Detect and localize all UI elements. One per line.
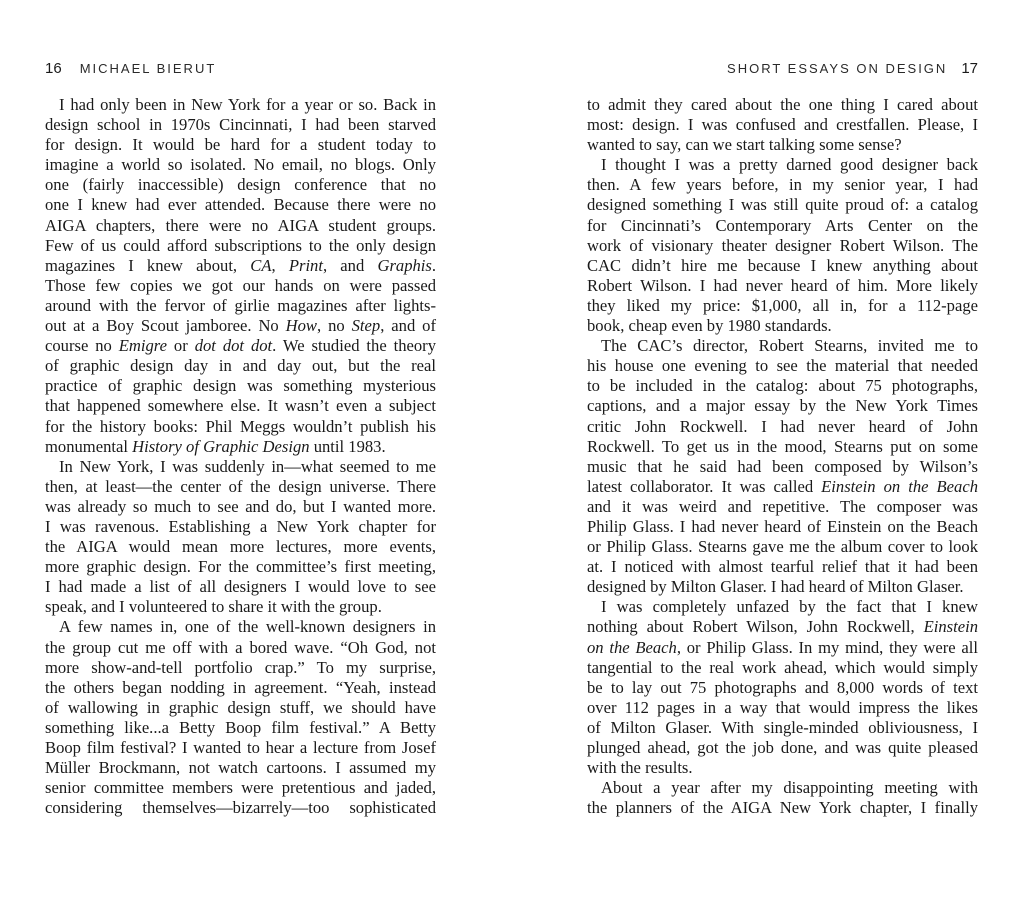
text-line: with the results. xyxy=(587,758,693,778)
text-line: was already so much to see and do, but I wanted more. xyxy=(45,496,436,516)
text-line: imagine a world so isolated. No email, no blogs. Only xyxy=(45,155,436,175)
text-line: to be included in the catalog: about 75 photographs, xyxy=(587,376,978,396)
text-line: tangential to the real work ahead, which would simply xyxy=(587,657,978,677)
text-line: one (fairly inaccessible) design conference that no xyxy=(45,175,436,195)
text-line: I had made a list of all designers I would love to see xyxy=(45,577,436,597)
text-line: for the history books: Phil Meggs wouldn’t publish his xyxy=(45,416,436,436)
right-page-body xyxy=(587,95,978,818)
text-line: A few names in, one of the well-known designers in xyxy=(59,617,436,637)
text-line: design school in 1970s Cincinnati, I had been starved xyxy=(45,115,436,135)
text-line: I was completely unfazed by the fact that I knew xyxy=(601,597,978,617)
text-line: and it was weird and repetitive. The composer was xyxy=(587,496,978,516)
text-line: About a year after my disappointing meeting with xyxy=(601,778,978,798)
text-line: designed by Milton Glaser. I had heard of Milton Glaser. xyxy=(587,577,964,597)
text-line: then, at least—the center of the design universe. There xyxy=(45,476,436,496)
text-line: plunged ahead, got the job done, and was quite pleased xyxy=(587,738,978,757)
text-line: captions, and a major essay by the New York Times xyxy=(587,396,978,416)
right-running-head xyxy=(727,60,978,78)
text-line: most: design. I was confused and crestfallen. Please, I xyxy=(587,115,978,135)
text-line: for design. It would be hard for a student today to xyxy=(45,135,436,155)
text-line: out at a Boy Scout jamboree. No How, no Step, and of xyxy=(45,316,436,336)
text-line: Few of us could afford subscriptions to the only design xyxy=(45,235,436,255)
text-line: I thought I was a pretty darned good designer back xyxy=(601,155,978,175)
text-line: monumental History of Graphic Design until 1983. xyxy=(45,436,386,456)
text-line: at. I noticed with almost tearful relief that it had been xyxy=(587,557,978,577)
text-line: CAC didn’t hire me because I knew anything about xyxy=(587,255,978,275)
text-line: one I knew had ever attended. Because there were no xyxy=(45,195,436,215)
text-line: they liked my price: $1,000, all in, for a 112-page xyxy=(587,295,978,315)
left-page-body xyxy=(45,95,436,818)
text-line: the others began nodding in agreement. “Yeah, instead xyxy=(45,677,436,697)
text-line: of wallowing in graphic design stuff, we should have xyxy=(45,697,436,717)
text-line: In New York, I was suddenly in—what seemed to me xyxy=(59,456,436,476)
text-line: on the Beach, or Philip Glass. In my mind, they were all xyxy=(587,637,978,657)
text-line: senior committee members were pretentious and jaded, xyxy=(45,778,436,798)
text-line: Boop film festival? I wanted to hear a lecture from Josef xyxy=(45,738,436,757)
book-title: SHORT ESSAYS ON DESIGN xyxy=(727,61,948,76)
text-line: around with the fervor of girlie magazines after lights- xyxy=(45,295,436,315)
text-line: practice of graphic design was something mysterious xyxy=(45,376,436,396)
text-line: considering themselves—bizarrely—too sophisticated xyxy=(45,798,436,818)
text-line: Rockwell. To get us in the mood, Stearns put on some xyxy=(587,436,978,456)
text-line: work of visionary theater designer Robert Wilson. The xyxy=(587,235,978,255)
left-running-head xyxy=(45,60,216,78)
text-line: the AIGA would mean more lectures, more events, xyxy=(45,537,436,557)
text-line: to admit they cared about the one thing I cared about xyxy=(587,95,978,114)
text-line: Robert Wilson. I had never heard of him. More likely xyxy=(587,275,978,295)
text-line: speak, and I volunteered to share it with the group. xyxy=(45,597,382,617)
text-line: something like...a Betty Boop film festival.” A Betty xyxy=(45,717,436,737)
text-line: latest collaborator. It was called Einstein on the Beach xyxy=(587,476,978,496)
page-number-left: 16 xyxy=(45,60,62,77)
text-line: nothing about Robert Wilson, John Rockwell, Einstein xyxy=(587,617,978,637)
text-line: the group cut me off with a bored wave. “Oh God, not xyxy=(45,637,436,657)
text-line: Those few copies we got our hands on were passed xyxy=(45,275,436,295)
text-line: course no Emigre or dot dot dot. We studied the theory xyxy=(45,336,437,356)
text-line: wanted to say, can we start talking some sense? xyxy=(587,135,902,155)
text-line: The CAC’s director, Robert Stearns, invited me to xyxy=(601,336,978,356)
text-line: of Milton Glaser. With single-minded obliviousness, I xyxy=(587,717,978,737)
text-line: be to lay out 75 photographs and 8,000 words of text xyxy=(587,677,978,697)
text-line: for Cincinnati’s Contemporary Arts Center on the xyxy=(587,215,978,235)
text-line: I had only been in New York for a year or so. Back in xyxy=(59,95,436,114)
text-line: that happened somewhere else. It wasn’t even a subject xyxy=(45,396,436,416)
text-line: more show-and-tell portfolio crap.” To my surprise, xyxy=(45,657,436,677)
text-line: I was ravenous. Establishing a New York chapter for xyxy=(45,516,436,536)
text-line: critic John Rockwell. I had never heard of John xyxy=(587,416,978,436)
text-line: music that he said had been composed by Wilson’s xyxy=(587,456,978,476)
text-line: the planners of the AIGA New York chapter, I finally xyxy=(587,798,978,818)
text-line: Müller Brockmann, not watch cartoons. I assumed my xyxy=(45,758,436,778)
page-number-right: 17 xyxy=(961,60,978,77)
text-line: more graphic design. For the committee’s first meeting, xyxy=(45,557,436,577)
text-line: designed something I was still quite proud of: a catalog xyxy=(587,195,978,215)
text-line: over 112 pages in a way that would impress the likes xyxy=(587,697,978,717)
text-line: then. A few years before, in my senior year, I had xyxy=(587,175,978,195)
text-line: or Philip Glass. Stearns gave me the album cover to look xyxy=(587,537,978,557)
text-line: AIGA chapters, there were no AIGA student groups. xyxy=(45,215,436,235)
text-line: magazines I knew about, CA, Print, and Graphis. xyxy=(45,255,437,275)
text-line: book, cheap even by 1980 standards. xyxy=(587,316,832,336)
author-name: MICHAEL BIERUT xyxy=(79,61,217,76)
text-line: Philip Glass. I had never heard of Einstein on the Beach xyxy=(587,516,978,536)
text-line: of graphic design day in and day out, but the real xyxy=(45,356,436,376)
text-line: his house one evening to see the material that needed xyxy=(587,356,978,376)
